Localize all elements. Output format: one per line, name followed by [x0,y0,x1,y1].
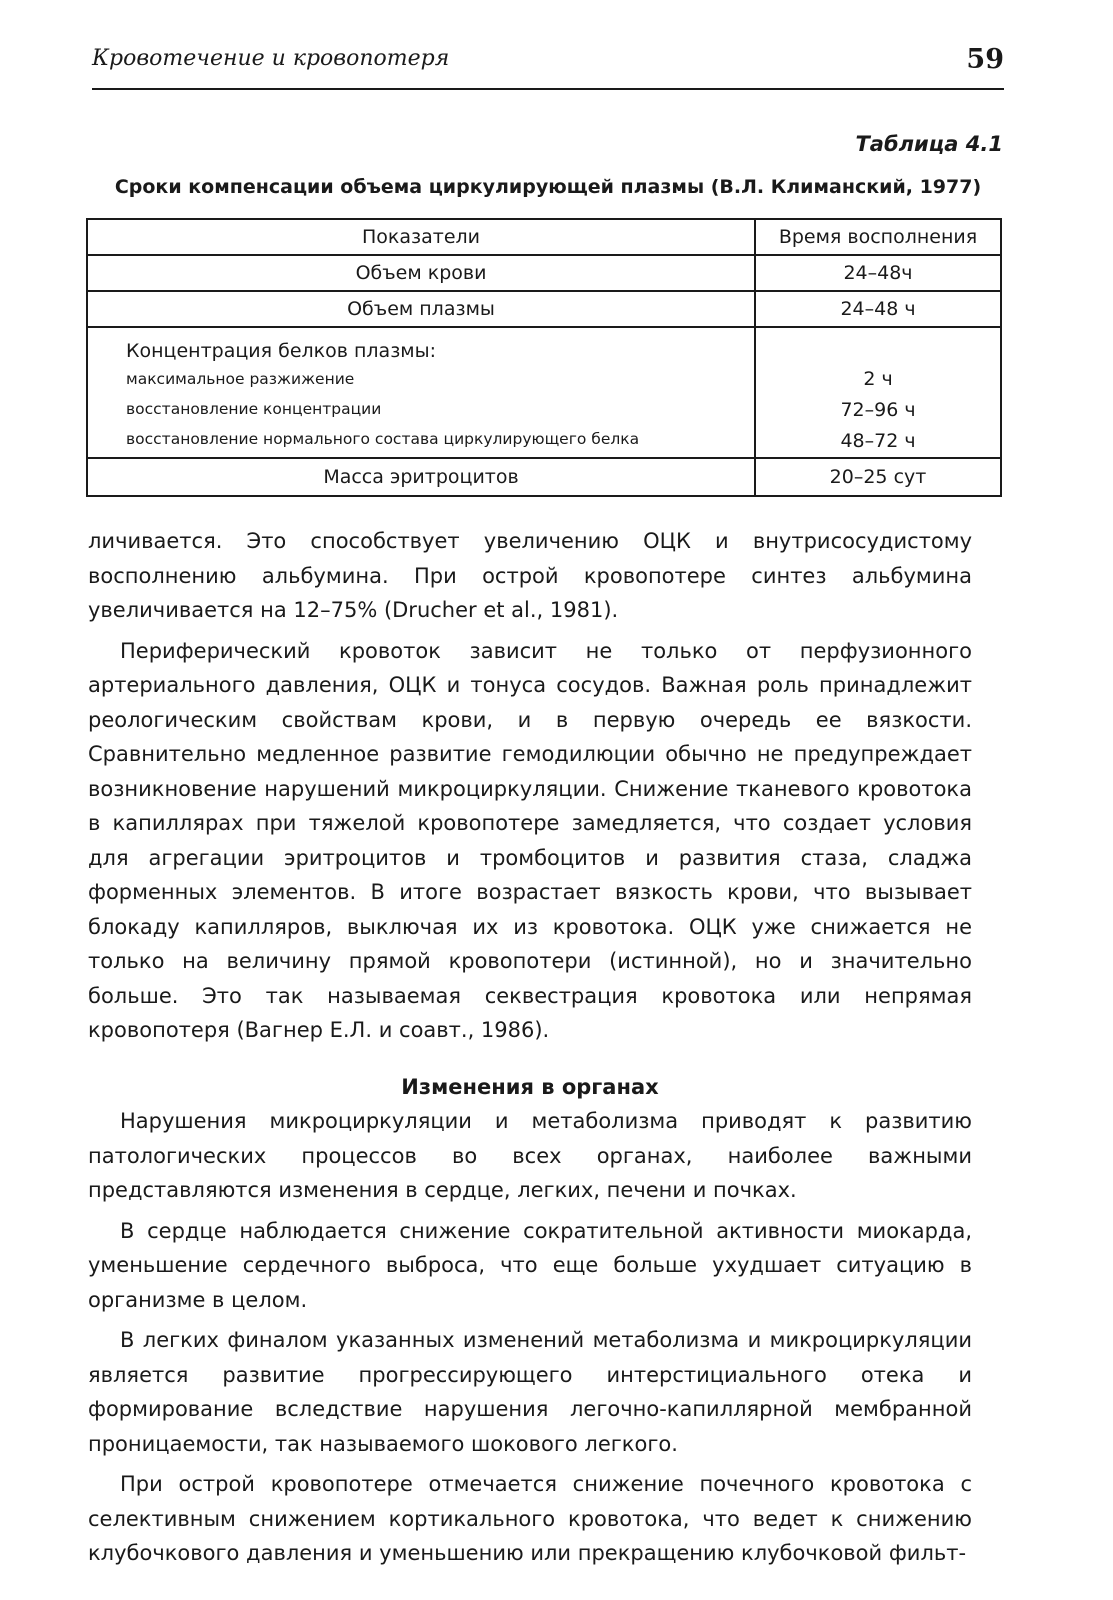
group-item-label: восстановление нормального состава циркулирующего белка [126,430,640,448]
running-title: Кровотечение и кровопотеря [92,46,450,71]
page-number: 59 [966,44,1004,75]
running-header [92,40,1004,90]
group-time-cell [755,327,1001,458]
time-cell: 20–25 сут [755,458,1001,496]
paragraph: При острой кровопотере отмечается снижение почечного кровотока с селективным снижением кортикального кровотока, что ведет к снижению клубочкового давления и уменьшению или прекращению клубочковой фильт- [88,1472,972,1565]
compensation-table [86,218,1002,497]
paragraph: В легких финалом указанных изменений метаболизма и микроциркуляции является развитие прогрессирующего интерстициального отека и формирование вследствие нарушения легочно-капиллярной мембранной проницаемости, так называемого шокового легкого. [88,1328,972,1456]
column-header-time: Время восполнения [755,219,1001,255]
table-row [87,255,1001,291]
table-group-row [87,327,1001,458]
table-caption: Сроки компенсации объема циркулирующей плазмы (В.Л. Климанский, 1977) [114,176,982,198]
indicator-cell: Объем крови [87,255,755,291]
indicator-cell: Масса эритроцитов [87,458,755,496]
body-text [88,524,972,1571]
time-cell: 24–48ч [755,255,1001,291]
group-item-label: максимальное разжижение [126,370,355,388]
paragraph: Нарушения микроциркуляции и метаболизма приводят к развитию патологических процессов во всех органах, наиболее важными представляются изменения в сердце, легких, печени и почках. [88,1109,972,1202]
table-row [87,291,1001,327]
group-time-values [764,328,992,457]
paragraph: В сердце наблюдается снижение сократительной активности миокарда, уменьшение сердечного выброса, что еще больше ухудшает ситуацию в организме в целом. [88,1218,972,1312]
column-header-indicators: Показатели [87,219,755,255]
section-heading: Изменения в органах [401,1074,659,1099]
group-indicator-cell [87,327,755,458]
group-title: Концентрация белков плазмы: [126,340,437,362]
indicator-cell: Объем плазмы [87,291,755,327]
group-item-time: 72–96 ч [840,399,916,421]
time-cell: 24–48 ч [755,291,1001,327]
paragraph: личивается. Это способствует увеличению ОЦК и внутрисосудистому восполнению альбумина. При острой кровопотере синтез альбумина увеличивается на 12–75% (Drucher et al., 1981). [88,529,972,622]
table-header-row [87,219,1001,255]
group-item-time: 2 ч [863,368,893,390]
group-item-label: восстановление концентрации [126,400,382,418]
group-item-time: 48–72 ч [840,430,916,452]
paragraph: Периферический кровоток зависит не только от перфузионного артериального давления, ОЦК и тонуса сосудов. Важная роль принадлежит реологическим свойствам крови, и в первую очередь ее вязкости. Сравнительно медленное развитие гемодилюции обычно не предупреждает возникновение нарушений микроциркуляции. Снижение тканевого кровотока в капиллярах при тяжелой кровопотере замедляется, что создает условия для агрегации эритроцитов и тромбоцитов и развития стаза, сладжа форменных элементов. В итоге возрастает вязкость крови, что вызывает блокаду капилляров, выключая их из кровотока. ОЦК уже снижается не только на величину прямой кровопотери (истинной), но и значительно больше. Это так называемая секвестрация кровотока или непрямая кровопотеря (Вагнер Е.Л. и соавт., 1986). [88,638,972,1042]
table-row [87,458,1001,496]
table-label: Таблица 4.1 [855,132,1003,156]
